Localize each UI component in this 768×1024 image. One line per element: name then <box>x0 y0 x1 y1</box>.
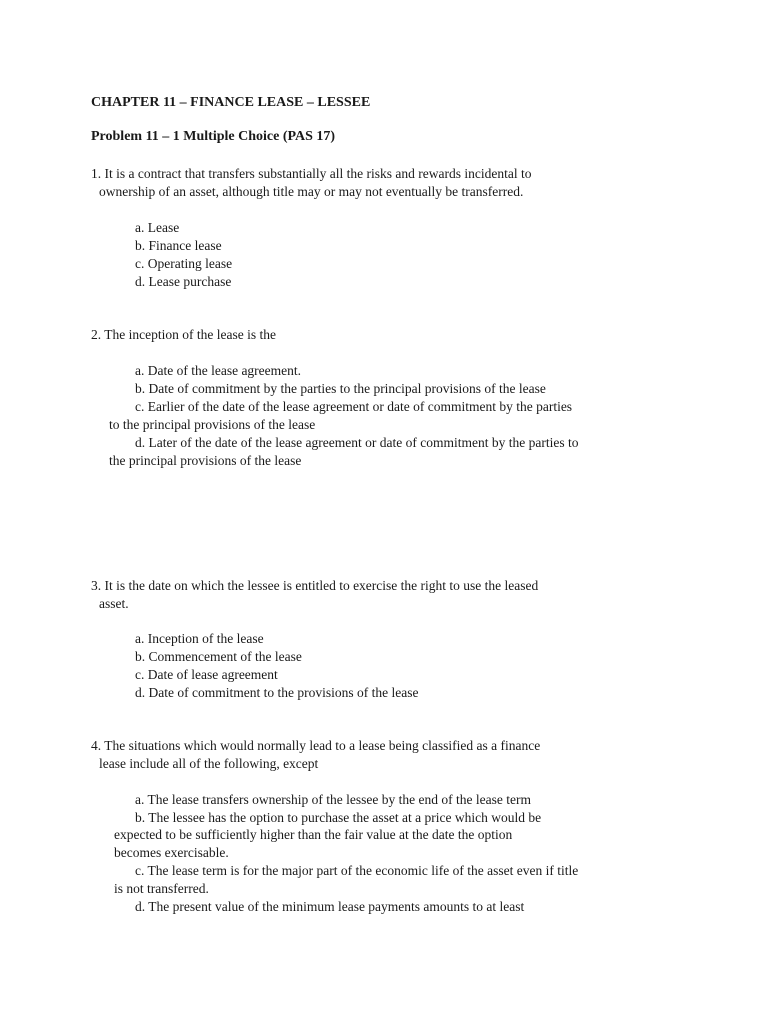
answer-option-continuation: to the principal provisions of the lease <box>109 417 316 432</box>
answer-option: a. The lease transfers ownership of the lessee by the end of the lease term <box>135 792 531 807</box>
answer-option-continuation: is not transferred. <box>114 881 209 896</box>
answer-option: d. The present value of the minimum lease payments amounts to at least <box>135 899 525 914</box>
answer-option-continuation: expected to be sufficiently higher than the fair value at the date the option <box>114 827 513 842</box>
answer-option: d. Lease purchase <box>135 274 232 289</box>
answer-option-continuation: becomes exercisable. <box>114 845 229 860</box>
answer-option: a. Date of the lease agreement. <box>135 363 302 378</box>
answer-option: a. Lease <box>135 220 180 235</box>
answer-option: c. The lease term is for the major part of the economic life of the asset even if title <box>135 863 579 878</box>
answer-option: c. Operating lease <box>135 256 233 271</box>
problem-title: Problem 11 – 1 Multiple Choice (PAS 17) <box>91 129 336 144</box>
question-stem-line: ownership of an asset, although title may or may not eventually be transferred. <box>99 184 524 199</box>
answer-option: d. Date of commitment to the provisions of the lease <box>135 685 419 700</box>
question-stem-line: lease include all of the following, except <box>99 756 319 771</box>
answer-option-continuation: the principal provisions of the lease <box>109 453 302 468</box>
answer-option: b. The lessee has the option to purchase the asset at a price which would be <box>135 810 542 825</box>
answer-option: b. Commencement of the lease <box>135 649 302 664</box>
question-stem-line: 1. It is a contract that transfers substantially all the risks and rewards incidental to <box>91 166 532 181</box>
answer-option: a. Inception of the lease <box>135 631 264 646</box>
answer-option: d. Later of the date of the lease agreement or date of commitment by the parties to <box>135 435 579 450</box>
question-stem-line: 2. The inception of the lease is the <box>91 327 276 342</box>
answer-option: c. Earlier of the date of the lease agreement or date of commitment by the parties <box>135 399 573 414</box>
chapter-title: CHAPTER 11 – FINANCE LEASE – LESSEE <box>91 95 371 110</box>
answer-option: b. Finance lease <box>135 238 222 253</box>
answer-option: b. Date of commitment by the parties to the principal provisions of the lease <box>135 381 546 396</box>
question-stem-line: 4. The situations which would normally lead to a lease being classified as a finance <box>91 738 541 753</box>
answer-option: c. Date of lease agreement <box>135 667 278 682</box>
question-stem-line: asset. <box>99 596 129 611</box>
question-stem-line: 3. It is the date on which the lessee is entitled to exercise the right to use the leased <box>91 578 539 593</box>
